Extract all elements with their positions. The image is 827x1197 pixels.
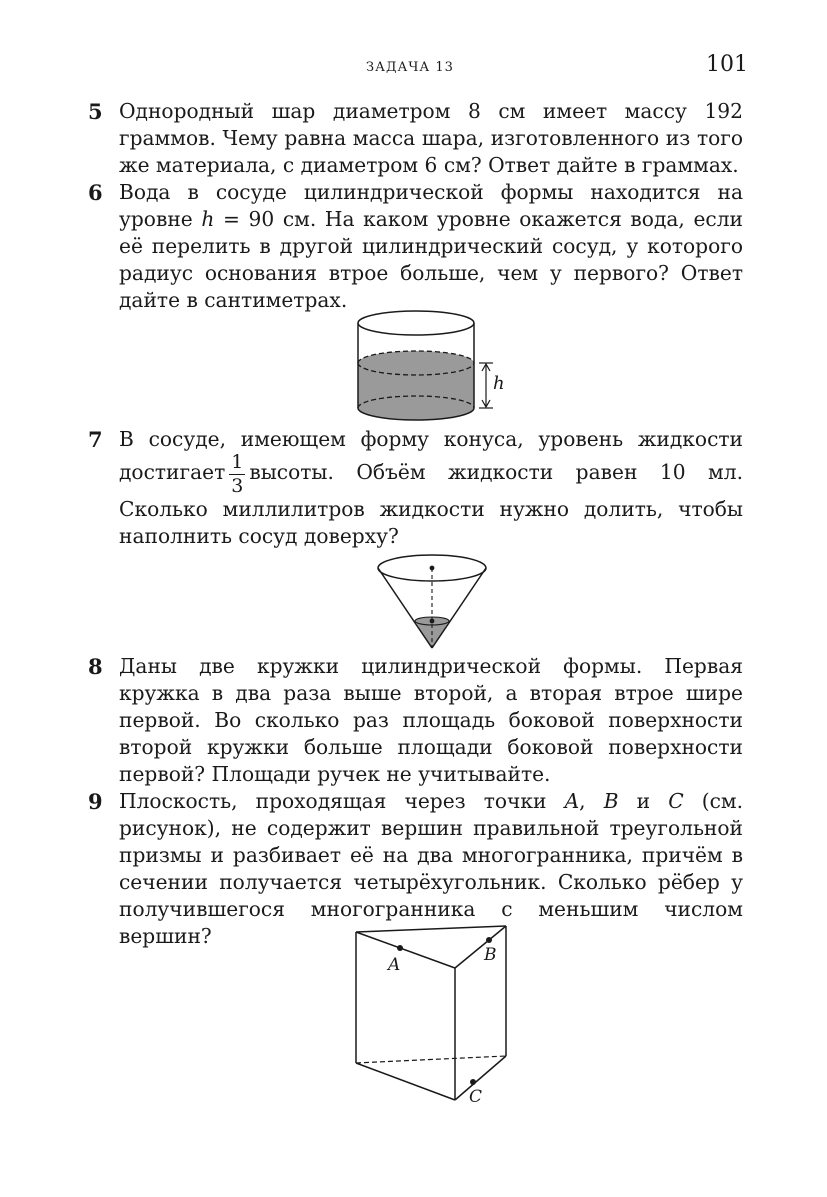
point-b: B (603, 789, 619, 813)
fraction-denominator: 3 (231, 475, 244, 497)
cone-figure (374, 548, 494, 658)
cone-apex-center-dot (430, 566, 435, 571)
text-segment: В сосуде, имеющем форму конуса, уровень жидкости достигает (119, 427, 743, 484)
problem-number: 9 (88, 789, 103, 814)
point-b-dot (486, 937, 492, 943)
prism-bottom-edge-hidden (356, 1056, 506, 1063)
cylinder-figure (355, 307, 515, 417)
text-segment: Вода в сосуде цилиндрической формы находится на уровне (119, 180, 743, 231)
prism-top-edge-right (455, 926, 506, 968)
label-b: B (484, 945, 497, 965)
cylinder-top (358, 311, 474, 335)
cone-liquid-center-dot (430, 619, 435, 624)
problem-5 (88, 98, 748, 179)
prism-figure (350, 920, 520, 1110)
problem-8 (88, 653, 748, 788)
equation-value: = 90 см. (214, 207, 325, 231)
label-c: C (469, 1087, 483, 1107)
problem-6 (88, 179, 748, 314)
problem-number: 6 (88, 180, 103, 205)
variable-h: h (201, 207, 215, 231)
point-c: C (668, 789, 684, 813)
page-header (0, 52, 827, 82)
prism-bottom-edge-left (356, 1063, 455, 1100)
text-segment: На каком уровне окажется вода, если её перелить в другой цилиндрический сосуд, у которого радиус основания втрое больше, чем у первого? Ответ дайте в сантиметрах. (119, 207, 743, 312)
prism-top-edge-back (356, 926, 506, 932)
fraction-numerator: 1 (231, 451, 244, 473)
point-a-dot (397, 945, 403, 951)
prism-top-edge-left (356, 932, 455, 968)
point-a: A (564, 789, 580, 813)
problem-number: 5 (88, 99, 103, 124)
separator: , (579, 789, 586, 813)
page-number: 101 (706, 52, 748, 77)
problem-number: 7 (88, 427, 103, 452)
label-a: A (388, 955, 401, 975)
fraction (229, 453, 245, 496)
section-title: ЗАДАЧА 13 (366, 60, 454, 75)
text-segment: (см. рисунок), не содержит вершин правильной треугольной призмы и разбивает её на два многогранника, причём в сечении получается четырёхугольник. Сколько рёбер у получившегося многогранника с меньшим числом вершин? (119, 789, 744, 948)
point-c-dot (470, 1079, 476, 1085)
problem-7 (88, 426, 748, 550)
text-segment: Плоскость, проходящая через точки (119, 789, 547, 813)
text-segment: высоты. Объём жидкости равен 10 мл. Сколько миллилитров жидкости нужно долить, чтобы наполнить сосуд доверху? (119, 460, 743, 548)
problem-text (119, 179, 743, 314)
height-label: h (493, 373, 505, 394)
problem-text: Даны две кружки цилиндрической формы. Первая кружка в два раза выше второй, а вторая втрое шире первой. Во сколько раз площадь боковой поверхности второй кружки больше площади боковой поверхности первой? Площади ручек не учитывайте. (119, 654, 743, 786)
separator: и (636, 789, 651, 813)
problem-text (119, 426, 743, 550)
problem-text: Однородный шар диаметром 8 см имеет массу 192 граммов. Чему равна масса шара, изготовленного из того же материала, с диаметром 6 см? Ответ дайте в граммах. (119, 99, 743, 177)
cylinder-liquid (358, 351, 474, 420)
problem-number: 8 (88, 654, 103, 679)
